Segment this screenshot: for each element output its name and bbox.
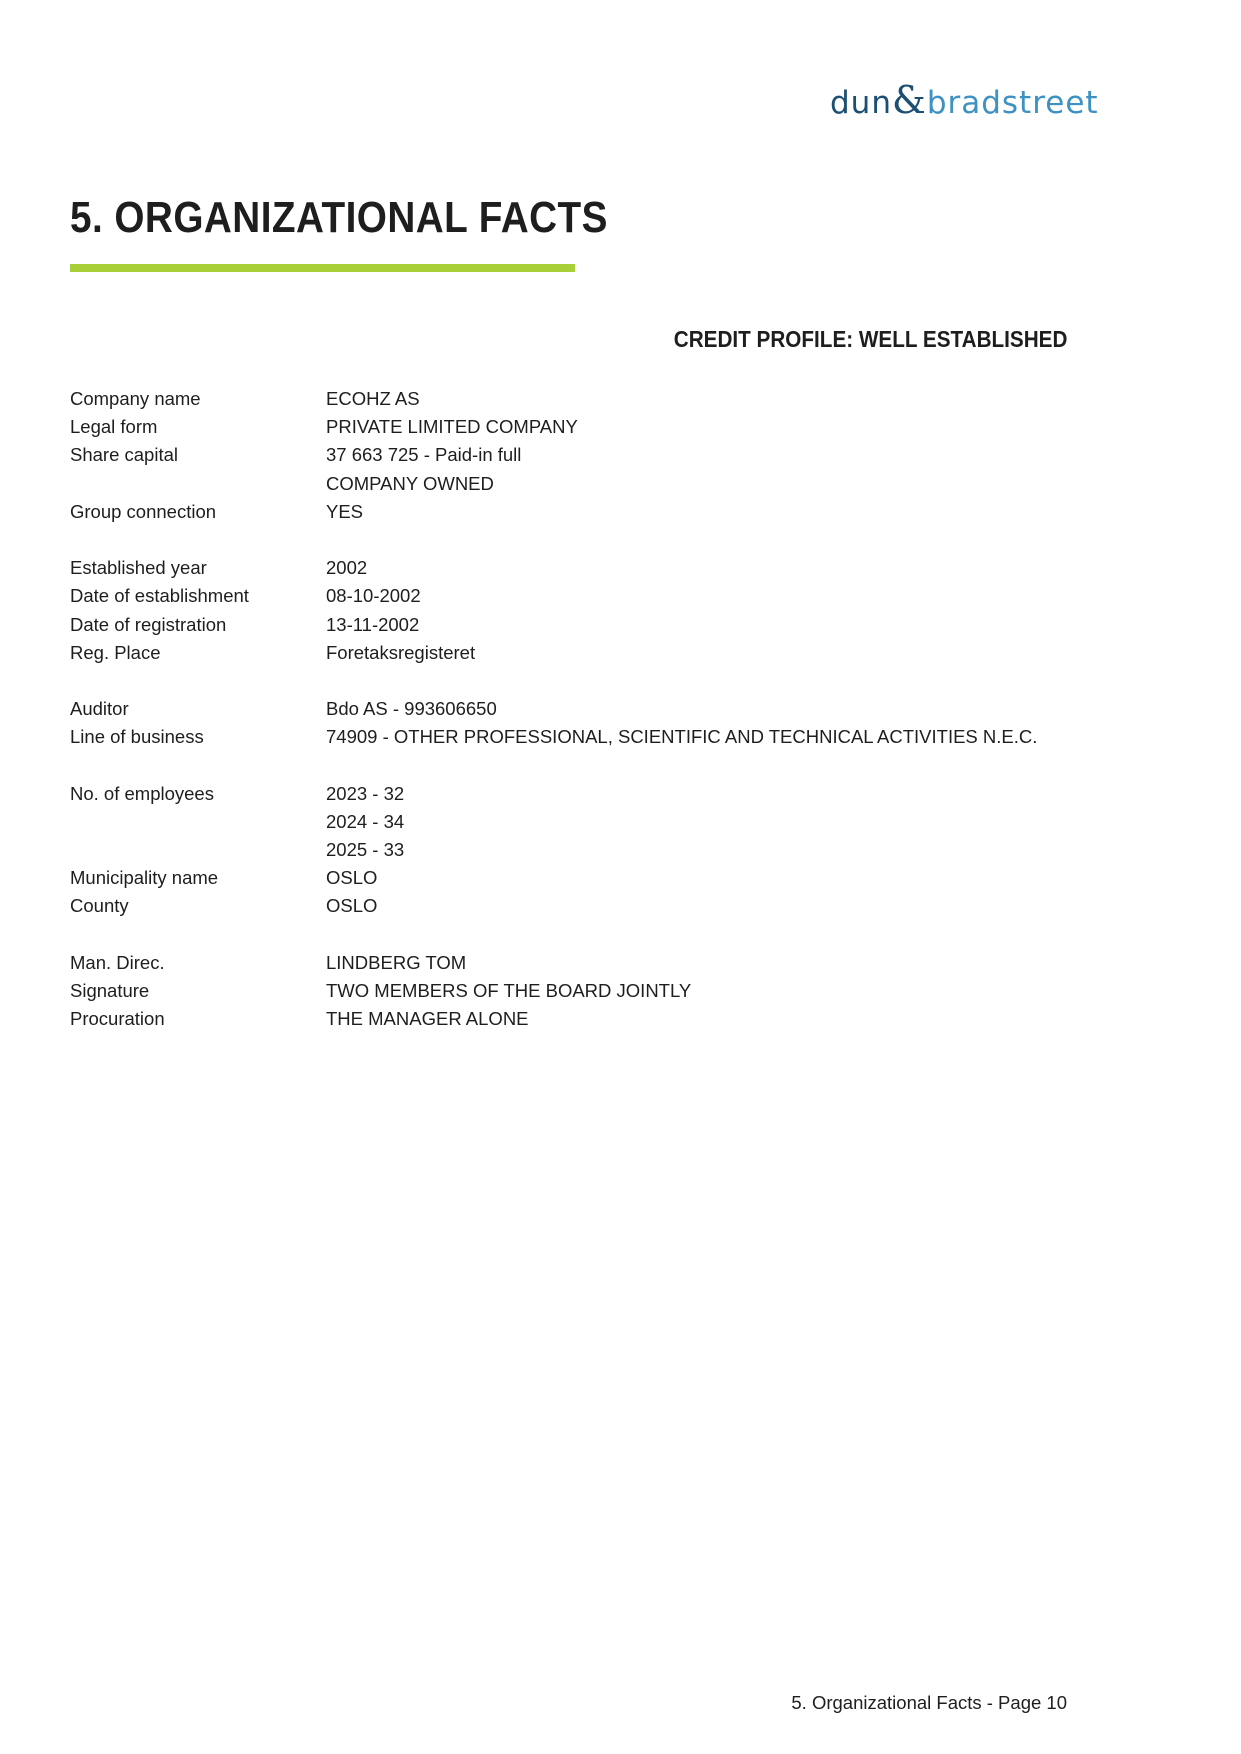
fact-value: COMPANY OWNED <box>326 472 494 494</box>
fact-label: Group connection <box>70 500 217 522</box>
fact-label <box>70 470 326 498</box>
fact-value: LINDBERG TOM <box>326 951 467 973</box>
fact-row-employees-continued <box>70 808 1070 836</box>
fact-value: 37 663 725 - Paid-in full <box>326 444 522 466</box>
fact-value: Bdo AS - 993606650 <box>326 698 497 720</box>
fact-row-ownership <box>70 470 1070 498</box>
organizational-facts-table <box>70 385 1070 1033</box>
fact-label: Municipality name <box>70 867 219 889</box>
fact-value: Foretaksregisteret <box>326 641 476 663</box>
fact-row-line-of-business <box>70 723 1070 751</box>
credit-profile-heading: CREDIT PROFILE: WELL ESTABLISHED <box>673 326 1067 352</box>
fact-label: Date of establishment <box>70 585 249 607</box>
fact-label: Line of business <box>70 726 204 748</box>
fact-value: 08-10-2002 <box>326 585 421 607</box>
dun-bradstreet-logo <box>830 76 1099 124</box>
fact-value: YES <box>326 500 364 522</box>
fact-value: OSLO <box>326 895 378 917</box>
fact-label: Auditor <box>70 698 129 720</box>
fact-row-company-name <box>70 385 1070 413</box>
fact-value: TWO MEMBERS OF THE BOARD JOINTLY <box>326 979 692 1001</box>
fact-row-managing-director <box>70 949 1070 977</box>
fact-label-empty <box>70 808 326 836</box>
fact-row-established-year <box>70 554 1070 582</box>
fact-label: Signature <box>70 979 150 1001</box>
fact-value: THE MANAGER ALONE <box>326 1008 529 1030</box>
fact-value: 2025 - 33 <box>326 839 405 860</box>
fact-row-group-connection <box>70 498 1070 526</box>
fact-value: 2023 - 32 <box>326 782 405 804</box>
fact-value: 74909 - OTHER PROFESSIONAL, SCIENTIFIC AND TECHNICAL ACTIVITIES N.E.C. <box>326 726 1038 748</box>
fact-value: 13-11-2002 <box>326 613 420 635</box>
fact-label: Established year <box>70 557 207 579</box>
fact-row-legal-form <box>70 413 1070 441</box>
fact-row-employees <box>70 780 1070 808</box>
fact-label: Legal form <box>70 416 158 438</box>
fact-label: Man. Direc. <box>70 951 165 973</box>
page-footer: 5. Organizational Facts - Page 10 <box>791 1692 1067 1713</box>
fact-row-procuration <box>70 1005 1070 1033</box>
fact-value: 2002 <box>326 557 368 579</box>
fact-label: Company name <box>70 388 201 409</box>
fact-label: Date of registration <box>70 613 227 635</box>
fact-row-auditor <box>70 695 1070 723</box>
fact-row-date-of-establishment <box>70 582 1070 610</box>
fact-row-reg-place <box>70 639 1070 667</box>
logo-ampersand: & <box>891 78 927 122</box>
fact-label: County <box>70 895 129 917</box>
title-underline <box>70 264 575 272</box>
logo-text-bradstreet: bradstreet <box>926 85 1099 121</box>
section-spacer <box>70 526 1070 554</box>
fact-label: Procuration <box>70 1008 165 1030</box>
fact-value: PRIVATE LIMITED COMPANY <box>326 416 578 438</box>
fact-label: Share capital <box>70 444 178 466</box>
fact-value: 2024 - 34 <box>326 810 405 832</box>
fact-label: No. of employees <box>70 782 214 804</box>
fact-row-share-capital <box>70 441 1070 469</box>
fact-value: ECOHZ AS <box>326 388 420 409</box>
section-spacer <box>70 751 1070 779</box>
page-title: 5. ORGANIZATIONAL FACTS <box>70 193 608 242</box>
section-spacer <box>70 921 1070 949</box>
fact-row-municipality-name <box>70 864 1070 892</box>
logo-text-dun: dun <box>830 85 892 121</box>
section-spacer <box>70 667 1070 695</box>
fact-label: Reg. Place <box>70 641 161 663</box>
fact-label-empty <box>70 836 326 864</box>
fact-row-date-of-registration <box>70 611 1070 639</box>
fact-value: OSLO <box>326 867 378 889</box>
fact-row-employees-continued <box>70 836 1070 864</box>
fact-row-signature <box>70 977 1070 1005</box>
fact-row-county <box>70 892 1070 920</box>
